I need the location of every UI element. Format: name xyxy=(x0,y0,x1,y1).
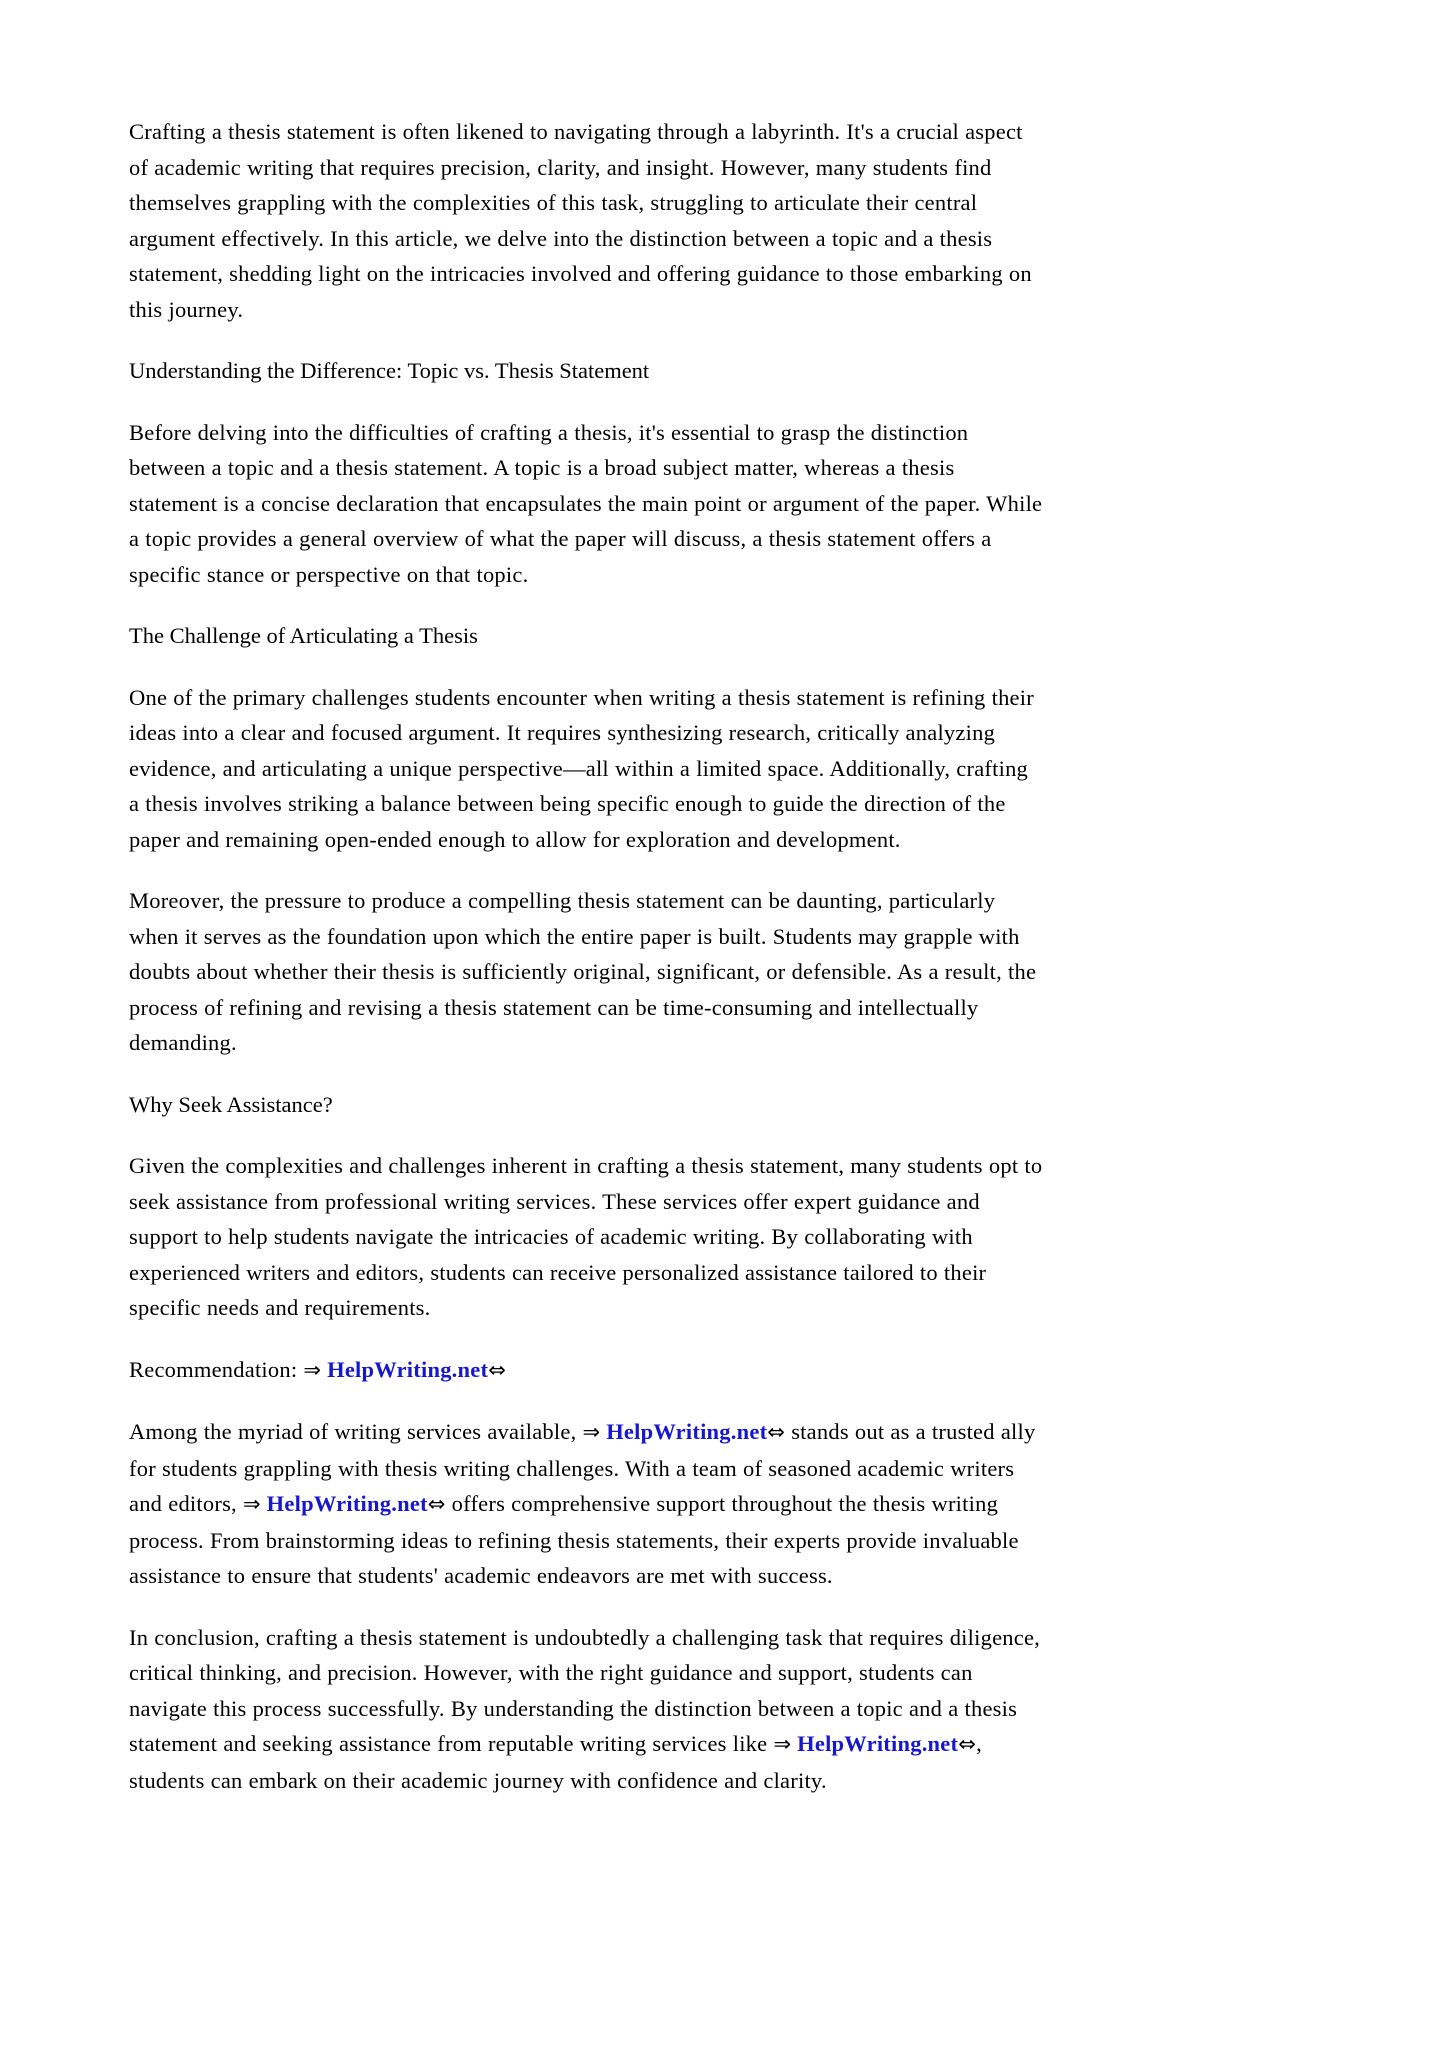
left-right-double-arrow-icon: ⇔ xyxy=(767,1420,786,1444)
helpwriting-link-group-3[interactable] xyxy=(243,1491,446,1516)
double-right-arrow-icon: ⇒ xyxy=(242,1492,261,1516)
double-right-arrow-icon: ⇒ xyxy=(303,1357,322,1382)
among-text-2: stands out as a trusted ally for students grappling with thesis writing challenges. With a team of seasoned academic writers and editors, xyxy=(129,1419,1036,1516)
left-right-double-arrow-icon: ⇔ xyxy=(427,1492,446,1516)
helpwriting-link-group-2[interactable] xyxy=(583,1419,786,1444)
double-right-arrow-icon: ⇒ xyxy=(582,1420,601,1444)
helpwriting-link[interactable]: HelpWriting.net xyxy=(327,1356,489,1382)
recommendation-line xyxy=(129,1352,1044,1389)
double-right-arrow-icon: ⇒ xyxy=(773,1732,792,1756)
heading-challenge-articulating: The Challenge of Articulating a Thesis xyxy=(129,623,478,648)
paragraph-intro: Crafting a thesis statement is often likened to navigating through a labyrinth. It's a crucial aspect of academic writing that requires precision, clarity, and insight. However, many students find themselves grappling with the complexities of this task, struggling to articulate their central argument effectively. In this article, we delve into the distinction between a topic and a thesis statement, shedding light on the intricacies involved and offering guidance to those embarking on this journey. xyxy=(129,119,1032,322)
paragraph-difference-body: Before delving into the difficulties of crafting a thesis, it's essential to grasp the distinction between a topic and a thesis statement. A topic is a broad subject matter, whereas a thesis statement is a concise declaration that encapsulates the main point or argument of the paper. While a topic provides a general overview of what the paper will discuss, a thesis statement offers a specific stance or perspective on that topic. xyxy=(129,419,1043,587)
among-text-1: Among the myriad of writing services available, xyxy=(129,1419,577,1444)
paragraph-challenge-body-2: Moreover, the pressure to produce a compelling thesis statement can be daunting, particularly when it serves as the foundation upon which the entire paper is built. Students may grapple with doubts about whether their thesis is sufficiently original, significant, or defensible. As a result, the process of refining and revising a thesis statement can be time-consuming and intellectually demanding. xyxy=(129,888,1037,1055)
paragraph-conclusion xyxy=(129,1620,1044,1799)
conclusion-text-2: , students can embark on their academic journey with confidence and clarity. xyxy=(129,1731,982,1793)
among-text-3: offers comprehensive support throughout the thesis writing process. From brainstorming ideas to refining thesis statements, their experts provide invaluable assistance to ensure that students' academic endeavors are met with success. xyxy=(129,1491,1019,1588)
document-body xyxy=(129,88,1044,1798)
paragraph-among-services xyxy=(129,1414,1044,1594)
left-right-double-arrow-icon: ⇔ xyxy=(488,1357,507,1382)
helpwriting-link-group-4[interactable] xyxy=(773,1731,976,1756)
recommendation-link-group[interactable] xyxy=(303,1357,506,1382)
helpwriting-link[interactable]: HelpWriting.net xyxy=(797,1731,959,1756)
conclusion-text-1: In conclusion, crafting a thesis statement is undoubtedly a challenging task that requires diligence, critical thinking, and precision. However, with the right guidance and support, students can navigate this process successfully. By understanding the distinction between a topic and a thesis statement and seeking assistance from reputable writing services like xyxy=(129,1624,1041,1756)
left-right-double-arrow-icon: ⇔ xyxy=(958,1732,977,1756)
recommendation-label: Recommendation: xyxy=(129,1356,298,1382)
heading-why-seek-assistance: Why Seek Assistance? xyxy=(129,1091,333,1117)
paragraph-challenge-body-1: One of the primary challenges students encounter when writing a thesis statement is refining their ideas into a clear and focused argument. It requires synthesizing research, critically analyzing evidence, and articulating a unique perspective—all within a limited space. Additionally, crafting a thesis involves striking a balance between being specific enough to guide the direction of the paper and remaining open-ended enough to allow for exploration and development. xyxy=(129,684,1034,852)
helpwriting-link[interactable]: HelpWriting.net xyxy=(606,1419,768,1444)
paragraph-assistance-body: Given the complexities and challenges inherent in crafting a thesis statement, many students opt to seek assistance from professional writing services. These services offer expert guidance and support to help students navigate the intricacies of academic writing. By collaborating with experienced writers and editors, students can receive personalized assistance tailored to their specific needs and requirements. xyxy=(129,1153,1043,1320)
heading-topic-vs-thesis: Understanding the Difference: Topic vs. Thesis Statement xyxy=(129,358,650,383)
helpwriting-link[interactable]: HelpWriting.net xyxy=(266,1491,428,1516)
